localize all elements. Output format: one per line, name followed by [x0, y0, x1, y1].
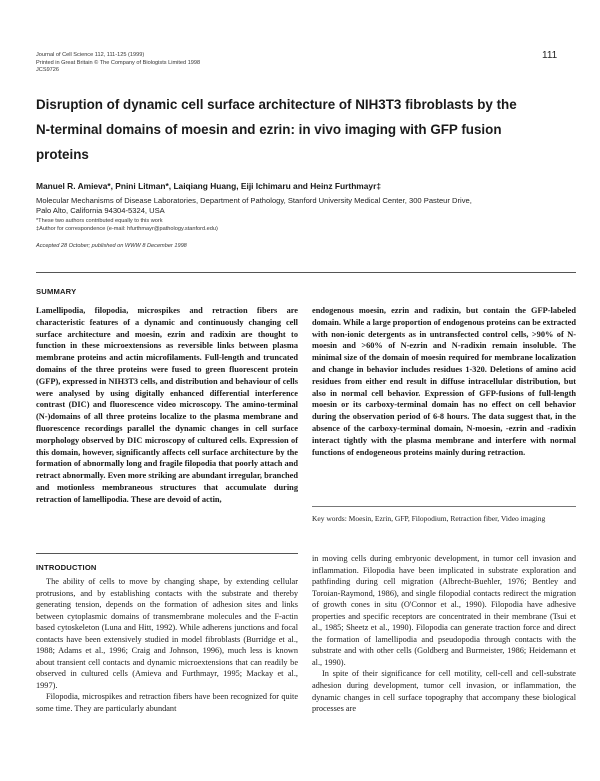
intro-column-1	[36, 576, 298, 715]
section-divider	[36, 272, 576, 273]
equal-contribution-note: *These two authors contributed equally to this work	[36, 218, 163, 224]
keywords: Key words: Moesin, Ezrin, GFP, Filopodium, Retraction fiber, Video imaging	[312, 514, 546, 523]
summary-heading: SUMMARY	[36, 287, 77, 296]
affiliation	[36, 196, 576, 216]
copyright-line: Printed in Great Britain © The Company of Biologists Limited 1998	[36, 59, 201, 66]
affiliation-line-1: Molecular Mechanisms of Disease Laboratories, Department of Pathology, Stanford University Medical Center, 300 Pasteur Drive,	[36, 196, 472, 205]
intro-paragraph: Filopodia, microspikes and retraction fibers have been recognized for quite some time. They are particularly abundant	[36, 692, 298, 714]
intro-paragraph: The ability of cells to move by changing shape, by extending cellular protrusions, and by establishing contacts with the substrate and thereby generating tension, depends on the formation of adhesion sites and links between cytoplasmic domains of transmembrane molecules and the F-actin based cytoskeleton (Luna and Hitt, 1992). While adherens junctions and focal contacts have been extensively studied in model fibroblasts (Burridge et al., 1988; Adams et al., 1996; Craig and Johnson, 1996), much less is known about transient cell contacts and dynamic microextensions that can readily be observed in cultured cells (Amieva and Furthmayr, 1995; Mackay et al., 1997).	[36, 577, 298, 690]
title-line-2: N-terminal domains of moesin and ezrin: in vivo imaging with GFP fusion	[36, 122, 502, 137]
journal-citation: Journal of Cell Science 112, 111-125 (1999)	[36, 52, 145, 58]
intro-paragraph: in moving cells during embryonic development, in tumor cell invasion and inflammation. Filopodia have been implicated in substrate exploration and pathfinding during cell migration (Albrecht-Buehler, 1976; Bentley and Toroian-Raymond, 1986), and single filopodial contacts redirect the migration of growth cones in situ (O'Connor et al., 1990). Filopodia have adhesive properties and specific receptors are concentrated in their membrane (Tsui et al., 1985; Sheetz et al., 1990). Filopodia can generate traction force and direct the formation of lamellipodia and pseudopodia through contacts with the substrate and with other cells (Goldberg and Burmeister, 1986; Heidemann et al., 1990).	[312, 554, 576, 667]
intro-divider	[36, 553, 298, 554]
page-number: 111	[542, 50, 558, 61]
affiliation-line-2: Palo Alto, California 94304-5324, USA	[36, 206, 165, 216]
intro-paragraph: In spite of their significance for cell motility, cell-cell and cell-substrate adhesion during development, tumor cell invasion, or inflammation, the dynamic changes in cell surface topography that accompany these biological processes are	[312, 669, 576, 714]
intro-column-2	[312, 553, 576, 715]
keywords-divider	[312, 506, 576, 507]
summary-column-2: endogenous moesin, ezrin and radixin, but contain the GFP-labeled domain. While a large proportion of endogenous proteins can be extracted with non-ionic detergents as in untransfected control cells, >90% of N-moesin and >60% of N-ezrin and N-radixin remain insoluble. The minimal size of the domain of moesin required for membrane localization and change in behavior includes residues 1-320. Deletions of amino acid residues from either end result in diffuse intracellular distribution, but also in normal cell behavior. Expression of GFP-fusions of full-length moesin or its carboxy-terminal domain has no effect on cell behavior during the observation period of 6-8 hours. The data suggest that, in the absence of the carboxy-terminal domain, N-moesin, -ezrin and -radixin interact tightly with the plasma membrane and interfere with normal functions of endogeneous proteins mainly during retraction.	[312, 306, 576, 457]
introduction-heading: INTRODUCTION	[36, 563, 97, 572]
title-line-1: Disruption of dynamic cell surface architecture of NIH3T3 fibroblasts by the	[36, 97, 517, 112]
article-title	[36, 92, 576, 167]
author-list: Manuel R. Amieva*, Pnini Litman*, Laiqiang Huang, Eiji Ichimaru and Heinz Furthmayr‡	[36, 181, 381, 191]
article-code: JCS9726	[36, 67, 60, 74]
accepted-date: Accepted 28 October; published on WWW 8 December 1998	[36, 243, 187, 249]
title-line-3: proteins	[36, 147, 89, 162]
summary-column-1: Lamellipodia, filopodia, microspikes and retraction fibers are characteristic features of a dynamic and continuously changing cell surface architecture and moesin, ezrin and radixin are thought to function in these microextensions as reversible links between plasma membrane proteins and actin microfilaments. Full-length and truncated domains of the three proteins were fused to green fluorescent protein (GFP), expressed in NIH3T3 cells, and distribution and behaviour of cells were analysed by using digitally enhanced differential interference contrast (DIC) and fluorescence video microscopy. The amino-terminal (N-)domains of all three proteins localize to the plasma membrane and fluorescence recordings parallel the dynamic changes in cell surface morphology observed by DIC microscopy of cultured cells. Expression of this domain, however, significantly affects cell surface architecture by the formation of abnormally long and fragile filopodia that poorly attach and retract abnormally. Even more striking are abundant irregular, branched and motionless membraneous structures that accumulate during retraction of lamellipodia. These are devoid of actin,	[36, 306, 298, 504]
correspondence-note: ‡Author for correspondence (e-mail: hfurthmayr@pathology.stanford.edu)	[36, 226, 218, 232]
